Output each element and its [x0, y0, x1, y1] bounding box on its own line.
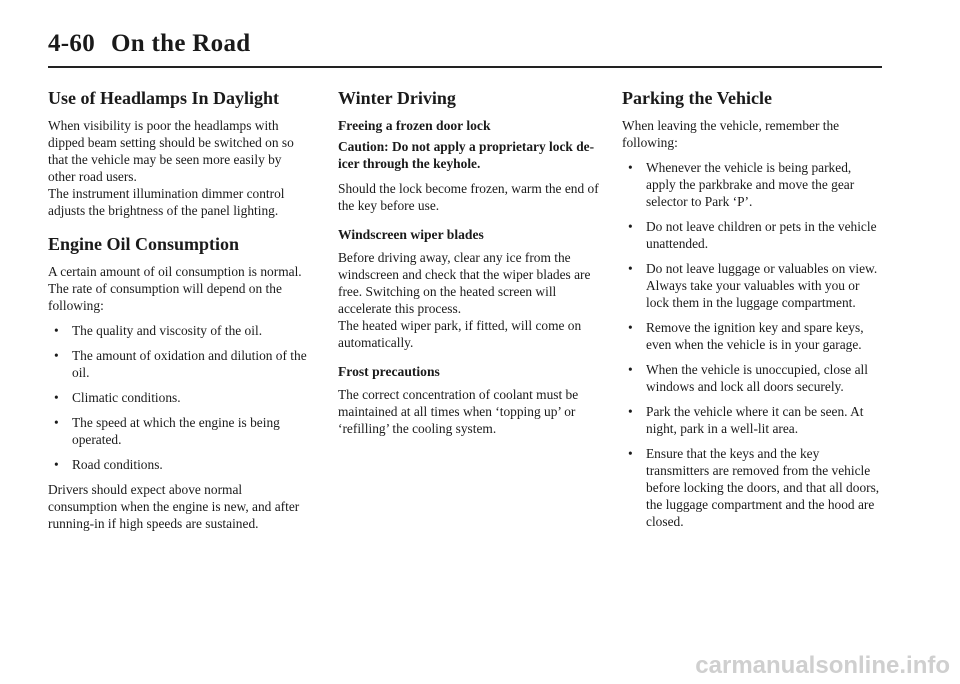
heading-winter-driving: Winter Driving [338, 88, 456, 108]
paragraph: The instrument illumination dimmer control adjusts the brightness of the panel lighting. [48, 186, 285, 218]
list-item [48, 347, 310, 381]
bullet-list-oil [48, 322, 310, 473]
list-item-text: The speed at which the engine is being operated. [72, 415, 280, 447]
header-divider [48, 66, 882, 68]
paragraph: The heated wiper park, if fitted, will come on automatically. [338, 318, 582, 350]
site-watermark: carmanualsonline.info [695, 652, 950, 679]
list-item-text: Remove the ignition key and spare keys, even when the vehicle is in your garage. [646, 320, 864, 352]
bullet-icon: • [628, 219, 633, 234]
bullet-icon: • [54, 348, 59, 363]
column-left [48, 84, 310, 540]
column-middle [338, 84, 600, 445]
list-item [622, 159, 884, 210]
list-item [48, 322, 310, 339]
heading-headlamps: Use of Headlamps In Daylight [48, 88, 280, 108]
list-item-text: Climatic conditions. [72, 390, 181, 405]
paragraph: The correct concentration of coolant must be maintained at all times when ‘topping up’ or ‘refilling’ the cooling system. [338, 387, 579, 436]
column-right [622, 84, 884, 538]
paragraph: A certain amount of oil consumption is normal. The rate of consumption will depend on the following: [48, 264, 302, 313]
subheading-frost: Frost precautions [338, 364, 440, 379]
bullet-list-parking [622, 159, 884, 530]
bullet-icon: • [54, 457, 59, 472]
bullet-icon: • [628, 404, 633, 419]
list-item [622, 403, 884, 437]
page-title: On the Road [111, 30, 251, 57]
list-item-text: Road conditions. [72, 457, 163, 472]
bullet-icon: • [54, 415, 59, 430]
list-item [622, 218, 884, 252]
subheading-door-lock: Freeing a frozen door lock [338, 118, 491, 133]
subheading-wiper-blades: Windscreen wiper blades [338, 227, 484, 242]
list-item [48, 456, 310, 473]
list-item-text: Do not leave luggage or valuables on view. Always take your valuables with you or lock them in the luggage compartment. [646, 261, 878, 310]
heading-engine-oil: Engine Oil Consumption [48, 234, 240, 254]
list-item [622, 361, 884, 395]
list-item [622, 319, 884, 353]
bullet-icon: • [628, 362, 633, 377]
bullet-icon: • [628, 261, 633, 276]
list-item-text: Whenever the vehicle is being parked, apply the parkbrake and move the gear selector to Park ‘P’. [646, 160, 855, 209]
heading-parking: Parking the Vehicle [622, 88, 773, 108]
list-item [622, 445, 884, 530]
list-item-text: When the vehicle is unoccupied, close all windows and lock all doors securely. [646, 362, 868, 394]
list-item-text: Ensure that the keys and the key transmitters are removed from the vehicle before locking the doors, and that all doors, the luggage compartment and the hood are closed. [646, 446, 880, 529]
bullet-icon: • [54, 390, 59, 405]
paragraph: Should the lock become frozen, warm the end of the key before use. [338, 181, 599, 213]
list-item [48, 389, 310, 406]
list-item [48, 414, 310, 448]
caution-text: Caution: Do not apply a proprietary lock de-icer through the keyhole. [338, 139, 595, 171]
page-header [48, 30, 250, 58]
bullet-icon: • [54, 323, 59, 338]
paragraph: Drivers should expect above normal consumption when the engine is new, and after running-in if high speeds are sustained. [48, 482, 300, 531]
paragraph: Before driving away, clear any ice from the windscreen and check that the wiper blades are free. Switching on the heated screen will accelerate this process. [338, 250, 591, 316]
paragraph: When leaving the vehicle, remember the following: [622, 118, 840, 150]
bullet-icon: • [628, 160, 633, 175]
list-item [622, 260, 884, 311]
page-number: 4-60 [48, 30, 96, 57]
list-item-text: Do not leave children or pets in the vehicle unattended. [646, 219, 877, 251]
bullet-icon: • [628, 446, 633, 461]
paragraph: When visibility is poor the headlamps with dipped beam setting should be switched on so that the vehicle may be seen more easily by other road users. [48, 118, 294, 184]
list-item-text: The quality and viscosity of the oil. [72, 323, 263, 338]
list-item-text: Park the vehicle where it can be seen. At night, park in a well-lit area. [646, 404, 864, 436]
bullet-icon: • [628, 320, 633, 335]
list-item-text: The amount of oxidation and dilution of the oil. [72, 348, 307, 380]
